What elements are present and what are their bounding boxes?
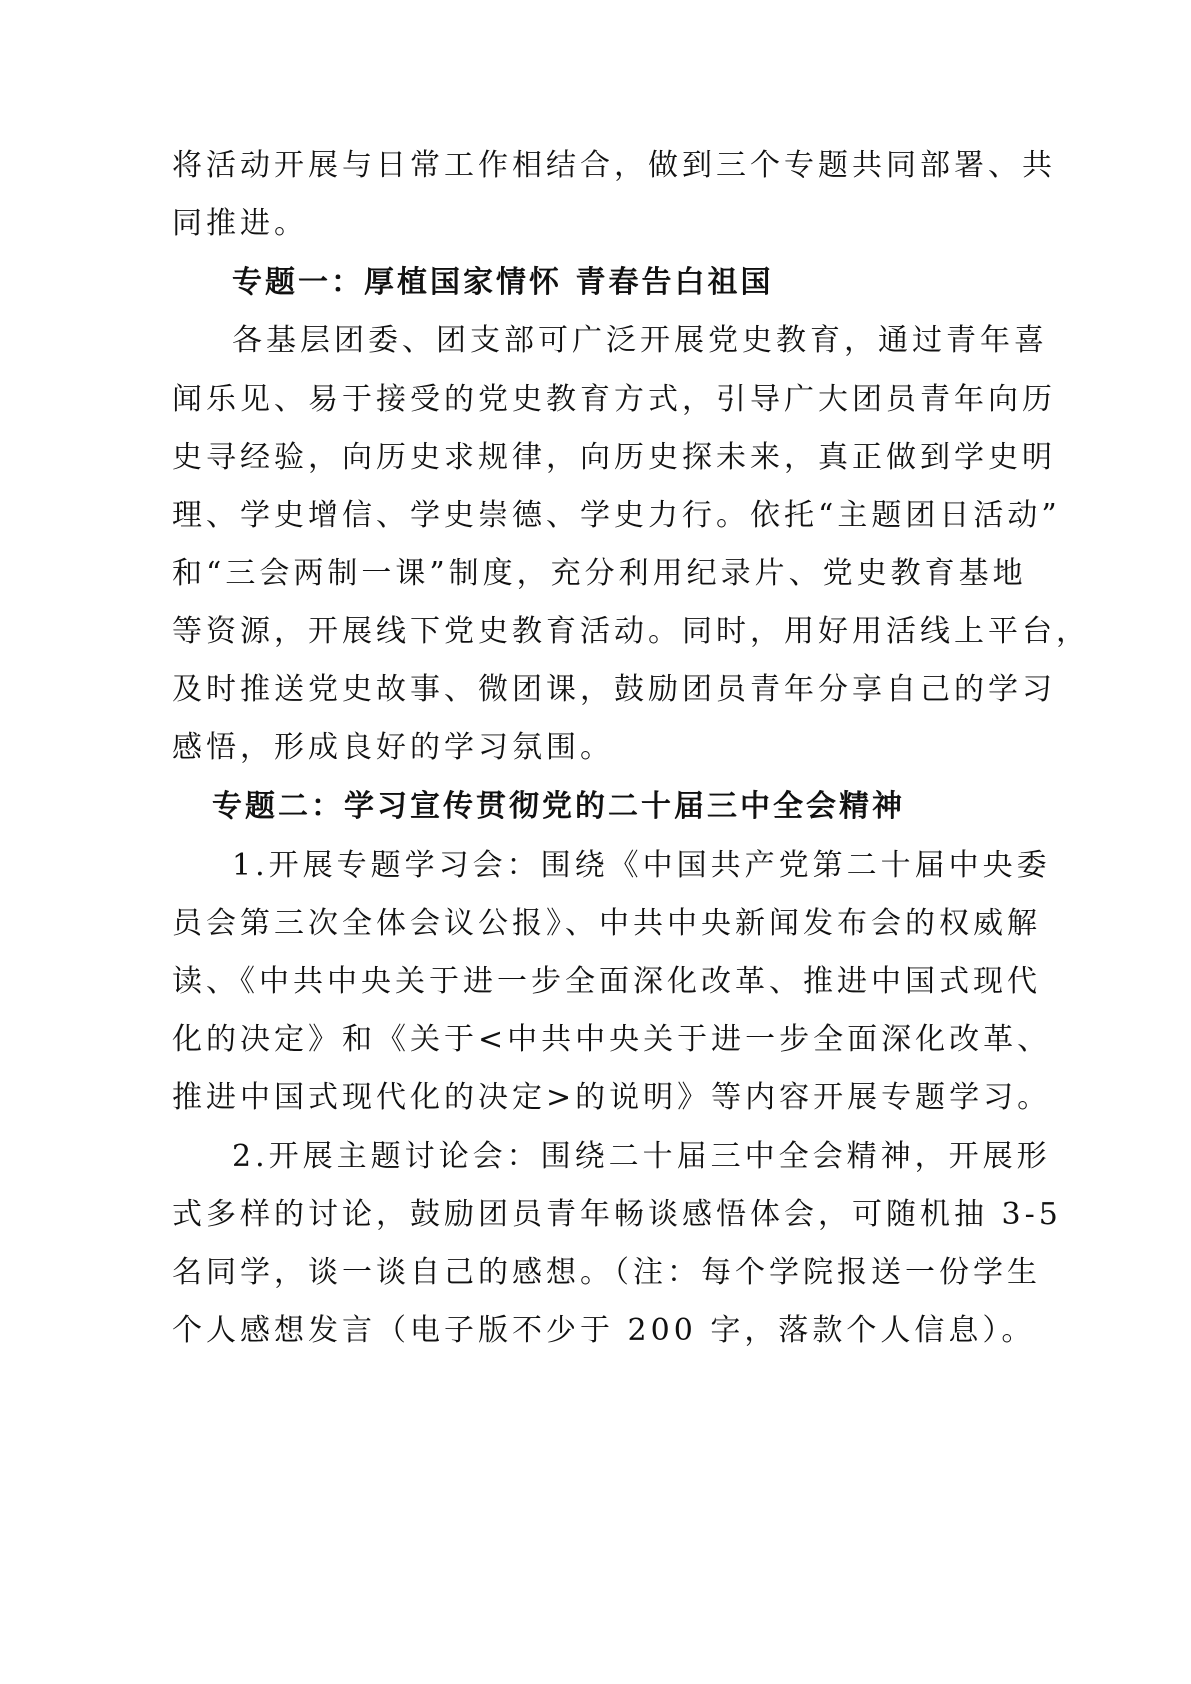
paragraph-line — [0, 486, 1191, 546]
paragraph-line — [0, 1068, 1191, 1128]
paragraph-line — [0, 311, 1191, 371]
paragraph-text: 式多样的讨论，鼓励团员青年畅谈感悟体会，可随机抽 3-5 — [172, 1197, 1062, 1232]
section-heading-1 — [0, 253, 1191, 313]
paragraph-text: 名同学，谈一谈自己的感想。（注：每个学院报送一份学生 — [172, 1255, 1041, 1290]
paragraph-line — [0, 1010, 1191, 1070]
paragraph-text: 2.开展主题讨论会：围绕二十届三中全会精神，开展形 — [232, 1139, 1051, 1174]
paragraph-line — [0, 1243, 1191, 1303]
paragraph-line — [0, 370, 1191, 430]
heading-text: 专题一：厚植国家情怀 青春告白祖国 — [232, 265, 774, 300]
paragraph-text: 读、《中共中央关于进一步全面深化改革、推进中国式现代 — [172, 964, 1041, 999]
paragraph-line — [0, 1127, 1191, 1187]
paragraph-text: 各基层团委、团支部可广泛开展党史教育，通过青年喜 — [232, 323, 1048, 358]
paragraph-line — [0, 194, 1191, 254]
paragraph-text: 史寻经验，向历史求规律，向历史探未来，真正做到学史明 — [172, 440, 1056, 475]
paragraph-line — [0, 428, 1191, 488]
paragraph-line — [0, 602, 1191, 662]
paragraph-text: 感悟，形成良好的学习氛围。 — [172, 730, 614, 765]
paragraph-text: 和“三会两制一课”制度，充分利用纪录片、党史教育基地 — [172, 556, 1027, 591]
paragraph-text: 同推进。 — [172, 206, 308, 241]
heading-text: 专题二：学习宣传贯彻党的二十届三中全会精神 — [212, 789, 905, 824]
paragraph-text: 化的决定》和《关于<中共中央关于进一步全面深化改革、 — [172, 1022, 1052, 1057]
paragraph-text: 员会第三次全体会议公报》、中共中央新闻发布会的权威解 — [172, 906, 1041, 941]
paragraph-text: 理、学史增信、学史崇德、学史力行。依托“主题团日活动” — [172, 498, 1061, 533]
paragraph-line — [0, 544, 1191, 604]
paragraph-text: 1.开展专题学习会：围绕《中国共产党第二十届中央委 — [232, 848, 1051, 883]
paragraph-text: 个人感想发言（电子版不少于 200 字，落款个人信息）。 — [172, 1313, 1036, 1348]
paragraph-text: 推进中国式现代化的决定>的说明》等内容开展专题学习。 — [172, 1080, 1052, 1115]
paragraph-text: 闻乐见、易于接受的党史教育方式，引导广大团员青年向历 — [172, 382, 1056, 417]
paragraph-line — [0, 718, 1191, 778]
paragraph-text: 等资源，开展线下党史教育活动。同时，用好用活线上平台， — [172, 614, 1090, 649]
paragraph-text: 将活动开展与日常工作相结合，做到三个专题共同部署、共 — [172, 148, 1056, 183]
paragraph-line — [0, 1185, 1191, 1245]
section-heading-2 — [0, 777, 1191, 837]
paragraph-line — [0, 136, 1191, 196]
paragraph-line — [0, 660, 1191, 720]
paragraph-line — [0, 952, 1191, 1012]
paragraph-line — [0, 1301, 1191, 1361]
paragraph-line — [0, 894, 1191, 954]
paragraph-line — [0, 836, 1191, 896]
paragraph-text: 及时推送党史故事、微团课，鼓励团员青年分享自己的学习 — [172, 672, 1056, 707]
